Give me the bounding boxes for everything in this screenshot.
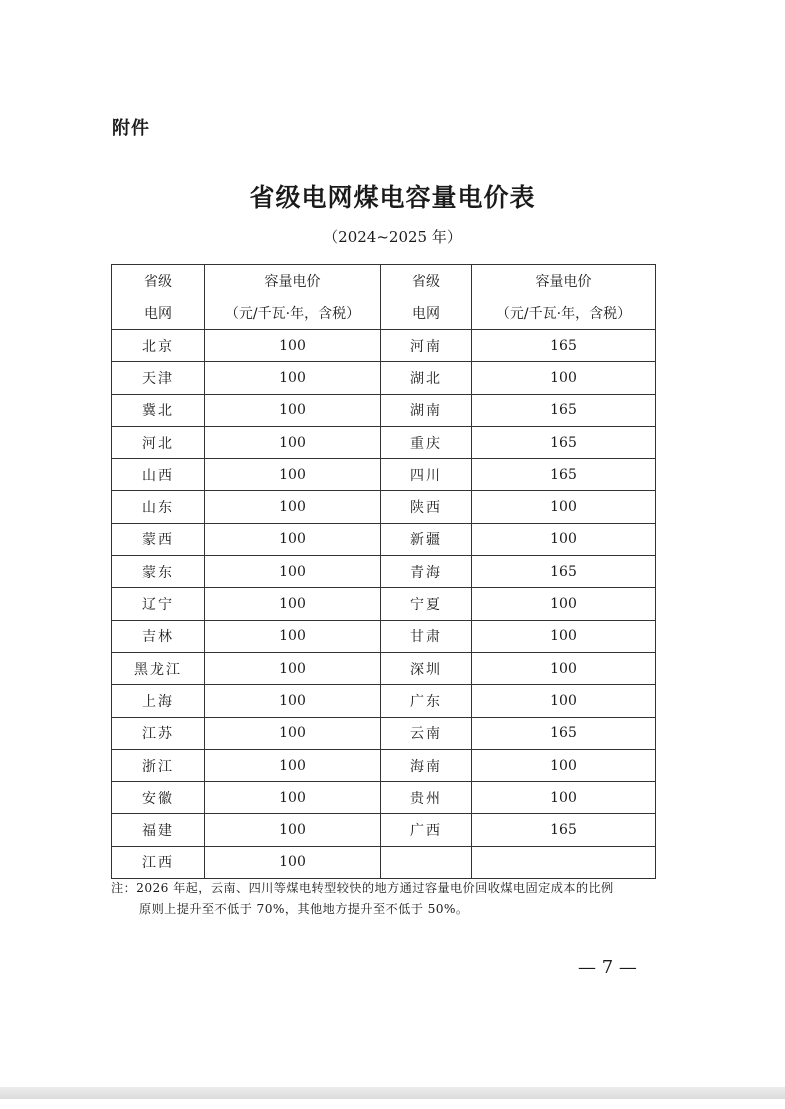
table-header	[112, 265, 656, 330]
province-cell: 深圳	[381, 652, 472, 684]
price-cell: 100	[472, 588, 656, 620]
table-row	[112, 620, 656, 652]
price-cell: 100	[205, 394, 381, 426]
attachment-label: 附件	[112, 118, 150, 139]
price-cell: 100	[205, 556, 381, 588]
province-cell: 江苏	[112, 717, 205, 749]
table-row	[112, 717, 656, 749]
price-cell: 100	[205, 362, 381, 394]
table-row	[112, 749, 656, 781]
table-row	[112, 588, 656, 620]
province-cell: 河南	[381, 330, 472, 362]
province-cell: 宁夏	[381, 588, 472, 620]
table-row	[112, 426, 656, 458]
price-cell: 165	[472, 459, 656, 491]
province-cell: 天津	[112, 362, 205, 394]
province-cell	[381, 846, 472, 878]
price-cell: 165	[472, 717, 656, 749]
price-cell: 100	[472, 362, 656, 394]
footnote-line-1: 注：2026 年起，云南、四川等煤电转型较快的地方通过容量电价回收煤电固定成本的比例	[111, 881, 614, 895]
province-cell: 上海	[112, 685, 205, 717]
price-cell: 165	[472, 330, 656, 362]
price-cell: 100	[205, 523, 381, 555]
table-row	[112, 556, 656, 588]
province-cell: 福建	[112, 814, 205, 846]
province-cell: 青海	[381, 556, 472, 588]
footnote	[111, 878, 671, 920]
table-row	[112, 523, 656, 555]
province-cell: 贵州	[381, 782, 472, 814]
table-subtitle: （2024~2025 年）	[323, 228, 462, 246]
header-province-1: 省级	[112, 265, 205, 298]
price-cell: 100	[205, 588, 381, 620]
province-cell: 浙江	[112, 749, 205, 781]
scan-edge	[0, 1087, 785, 1099]
province-cell: 河北	[112, 426, 205, 458]
header-price-2: 容量电价	[472, 265, 656, 298]
price-cell: 165	[472, 394, 656, 426]
header-province-1-sub: 电网	[112, 297, 205, 330]
table-row	[112, 685, 656, 717]
price-cell: 165	[472, 556, 656, 588]
price-cell	[472, 846, 656, 878]
price-cell: 100	[205, 459, 381, 491]
province-cell: 云南	[381, 717, 472, 749]
price-cell: 100	[472, 523, 656, 555]
table-row	[112, 394, 656, 426]
table-row	[112, 459, 656, 491]
header-price-1-unit: （元/千瓦·年，含税）	[205, 297, 381, 330]
province-cell: 重庆	[381, 426, 472, 458]
province-cell: 吉林	[112, 620, 205, 652]
price-cell: 100	[205, 330, 381, 362]
table-row	[112, 330, 656, 362]
price-cell: 100	[205, 749, 381, 781]
price-cell: 100	[472, 620, 656, 652]
footnote-line-2: 原则上提升至不低于 70%，其他地方提升至不低于 50%。	[139, 902, 469, 916]
price-cell: 100	[472, 749, 656, 781]
price-cell: 100	[205, 426, 381, 458]
province-cell: 安徽	[112, 782, 205, 814]
province-cell: 新疆	[381, 523, 472, 555]
province-cell: 北京	[112, 330, 205, 362]
province-cell: 甘肃	[381, 620, 472, 652]
table-row	[112, 782, 656, 814]
page-number: — 7 —	[578, 957, 637, 978]
price-cell: 100	[472, 685, 656, 717]
header-province-2: 省级	[381, 265, 472, 298]
province-cell: 江西	[112, 846, 205, 878]
price-cell: 165	[472, 426, 656, 458]
province-cell: 陕西	[381, 491, 472, 523]
price-cell: 100	[205, 846, 381, 878]
price-cell: 100	[205, 620, 381, 652]
province-cell: 辽宁	[112, 588, 205, 620]
price-cell: 100	[205, 491, 381, 523]
header-price-2-unit: （元/千瓦·年，含税）	[472, 297, 656, 330]
header-province-2-sub: 电网	[381, 297, 472, 330]
table-row	[112, 491, 656, 523]
province-cell: 冀北	[112, 394, 205, 426]
table-row	[112, 362, 656, 394]
capacity-price-table	[111, 264, 656, 879]
price-cell: 100	[205, 685, 381, 717]
price-cell: 100	[472, 491, 656, 523]
price-cell: 165	[472, 814, 656, 846]
price-cell: 100	[205, 652, 381, 684]
province-cell: 湖南	[381, 394, 472, 426]
table-row	[112, 846, 656, 878]
province-cell: 蒙西	[112, 523, 205, 555]
price-cell: 100	[205, 782, 381, 814]
price-cell: 100	[472, 652, 656, 684]
province-cell: 湖北	[381, 362, 472, 394]
price-cell: 100	[205, 717, 381, 749]
header-price-1: 容量电价	[205, 265, 381, 298]
price-cell: 100	[205, 814, 381, 846]
province-cell: 广东	[381, 685, 472, 717]
table-body	[112, 330, 656, 879]
table-row	[112, 814, 656, 846]
price-cell: 100	[472, 782, 656, 814]
province-cell: 广西	[381, 814, 472, 846]
province-cell: 黑龙江	[112, 652, 205, 684]
table-row	[112, 652, 656, 684]
province-cell: 山东	[112, 491, 205, 523]
province-cell: 海南	[381, 749, 472, 781]
province-cell: 蒙东	[112, 556, 205, 588]
table-title: 省级电网煤电容量电价表	[249, 183, 536, 212]
province-cell: 四川	[381, 459, 472, 491]
province-cell: 山西	[112, 459, 205, 491]
